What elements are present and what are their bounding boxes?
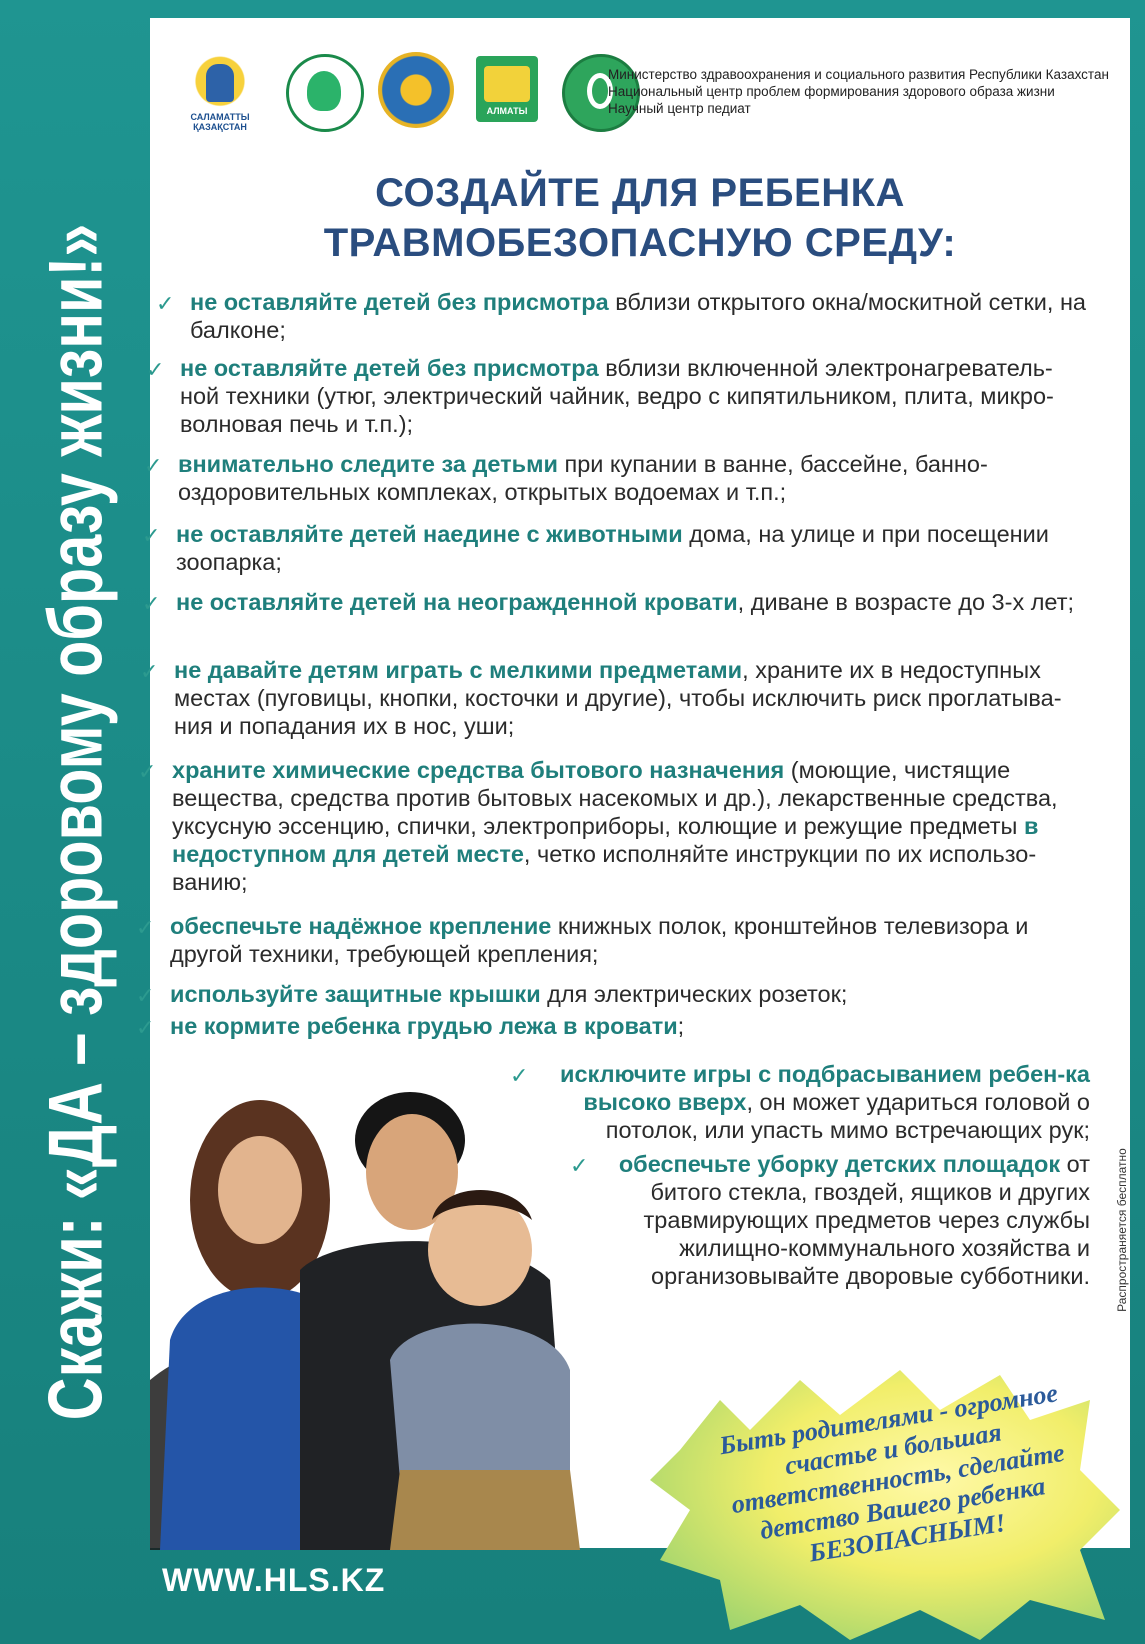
health-center-logo [286, 54, 364, 132]
list-item: ✓ не оставляйте детей наедине с животными дома, на улице и при посещении зоопарка; [142, 521, 1049, 575]
list-item: ✓ исключите игры с подбрасыванием ребен-ка высоко вверх, он может удариться головой о потолок, или упасть мимо встречающих рук; [510, 1061, 1090, 1143]
city-emblem-logo [378, 52, 454, 128]
check-icon: ✓ [140, 659, 159, 684]
list-item: ✓ не кормите ребенка грудью лежа в кровати; [136, 1013, 685, 1040]
check-icon: ✓ [136, 1015, 155, 1040]
list-item: ✓ обеспечьте уборку детских площадок от битого стекла, гвоздей, ящиков и других травмирующих предметов через службы жилищно-коммунального хозяйства и организовывайте дворовые субботники. [570, 1151, 1090, 1289]
salamatty-kazakhstan-logo: САЛАМАТТЫ ҚАЗАҚСТАН [178, 50, 262, 128]
check-icon: ✓ [570, 1153, 589, 1178]
check-icon: ✓ [136, 915, 155, 940]
check-icon: ✓ [156, 291, 175, 316]
distribution-note: Распространяется бесплатно [1115, 1148, 1129, 1312]
list-item: ✓ не оставляйте детей без присмотра вблизи открытого окна/москитной сетки, на балконе; [156, 289, 1086, 343]
check-icon: ✓ [510, 1063, 529, 1088]
check-icon: ✓ [144, 453, 163, 478]
almaty-logo: АЛМАТЫ [476, 56, 538, 122]
list-item: ✓ не оставляйте детей без присмотра вблизи включенной электронагреватель-ной техники (утюг, электрический чайник, ведро с кипятильником, плита, микро-волновая печь и т.п.); [146, 355, 1054, 437]
check-icon: ✓ [146, 357, 165, 382]
page-title: СОЗДАЙТЕ ДЛЯ РЕБЕНКА ТРАВМОБЕЗОПАСНУЮ СРЕДУ: [323, 171, 957, 265]
check-icon: ✓ [142, 591, 161, 616]
check-icon: ✓ [136, 983, 155, 1008]
vertical-slogan: Скажи: «ДА – здоровому образу жизни!» [33, 223, 119, 1421]
list-item: ✓ используйте защитные крышки для электрических розеток; [136, 981, 848, 1008]
list-item: ✓ храните химические средства бытового назначения (моющие, чистящие вещества, средства против бытовых насекомых и др.), лекарственные средства, уксусную эссенцию, спички, электроприборы, колющие и режущие предметы в недоступном для детей месте, четко исполняйте инструкции по их использо-ванию; [138, 757, 1058, 895]
list-item: ✓ внимательно следите за детьми при купании в ванне, бассейне, банно-оздоровительных комплеках, открытых водоемах и т.п.; [144, 451, 988, 505]
website-link[interactable]: WWW.HLS.KZ [162, 1562, 386, 1598]
list-item: ✓ не давайте детям играть с мелкими предметами, храните их в недоступных местах (пуговицы, кнопки, косточки и другие), чтобы исключить риск проглатыва-ния и попадания их в нос, уши; [140, 657, 1062, 739]
list-item: ✓ не оставляйте детей на неогражденной кровати, диване в возрасте до 3-х лет; [142, 589, 1075, 616]
check-icon: ✓ [138, 759, 157, 784]
slogan-text: Быть родителями - огромное счастье и большая ответственность, сделайте детство Вашего ребенка БЕЗОПАСНЫМ! [717, 1378, 1067, 1568]
check-icon: ✓ [142, 523, 161, 548]
ministry-text: Министерство здравоохранения и социального развития Республики Казахстан Национальный центр проблем формирования здорового образа жизни Научный центр педиат [608, 67, 1109, 116]
list-item: ✓ обеспечьте надёжное крепление книжных полок, кронштейнов телевизора и другой техники, требующей крепления; [136, 913, 1029, 967]
